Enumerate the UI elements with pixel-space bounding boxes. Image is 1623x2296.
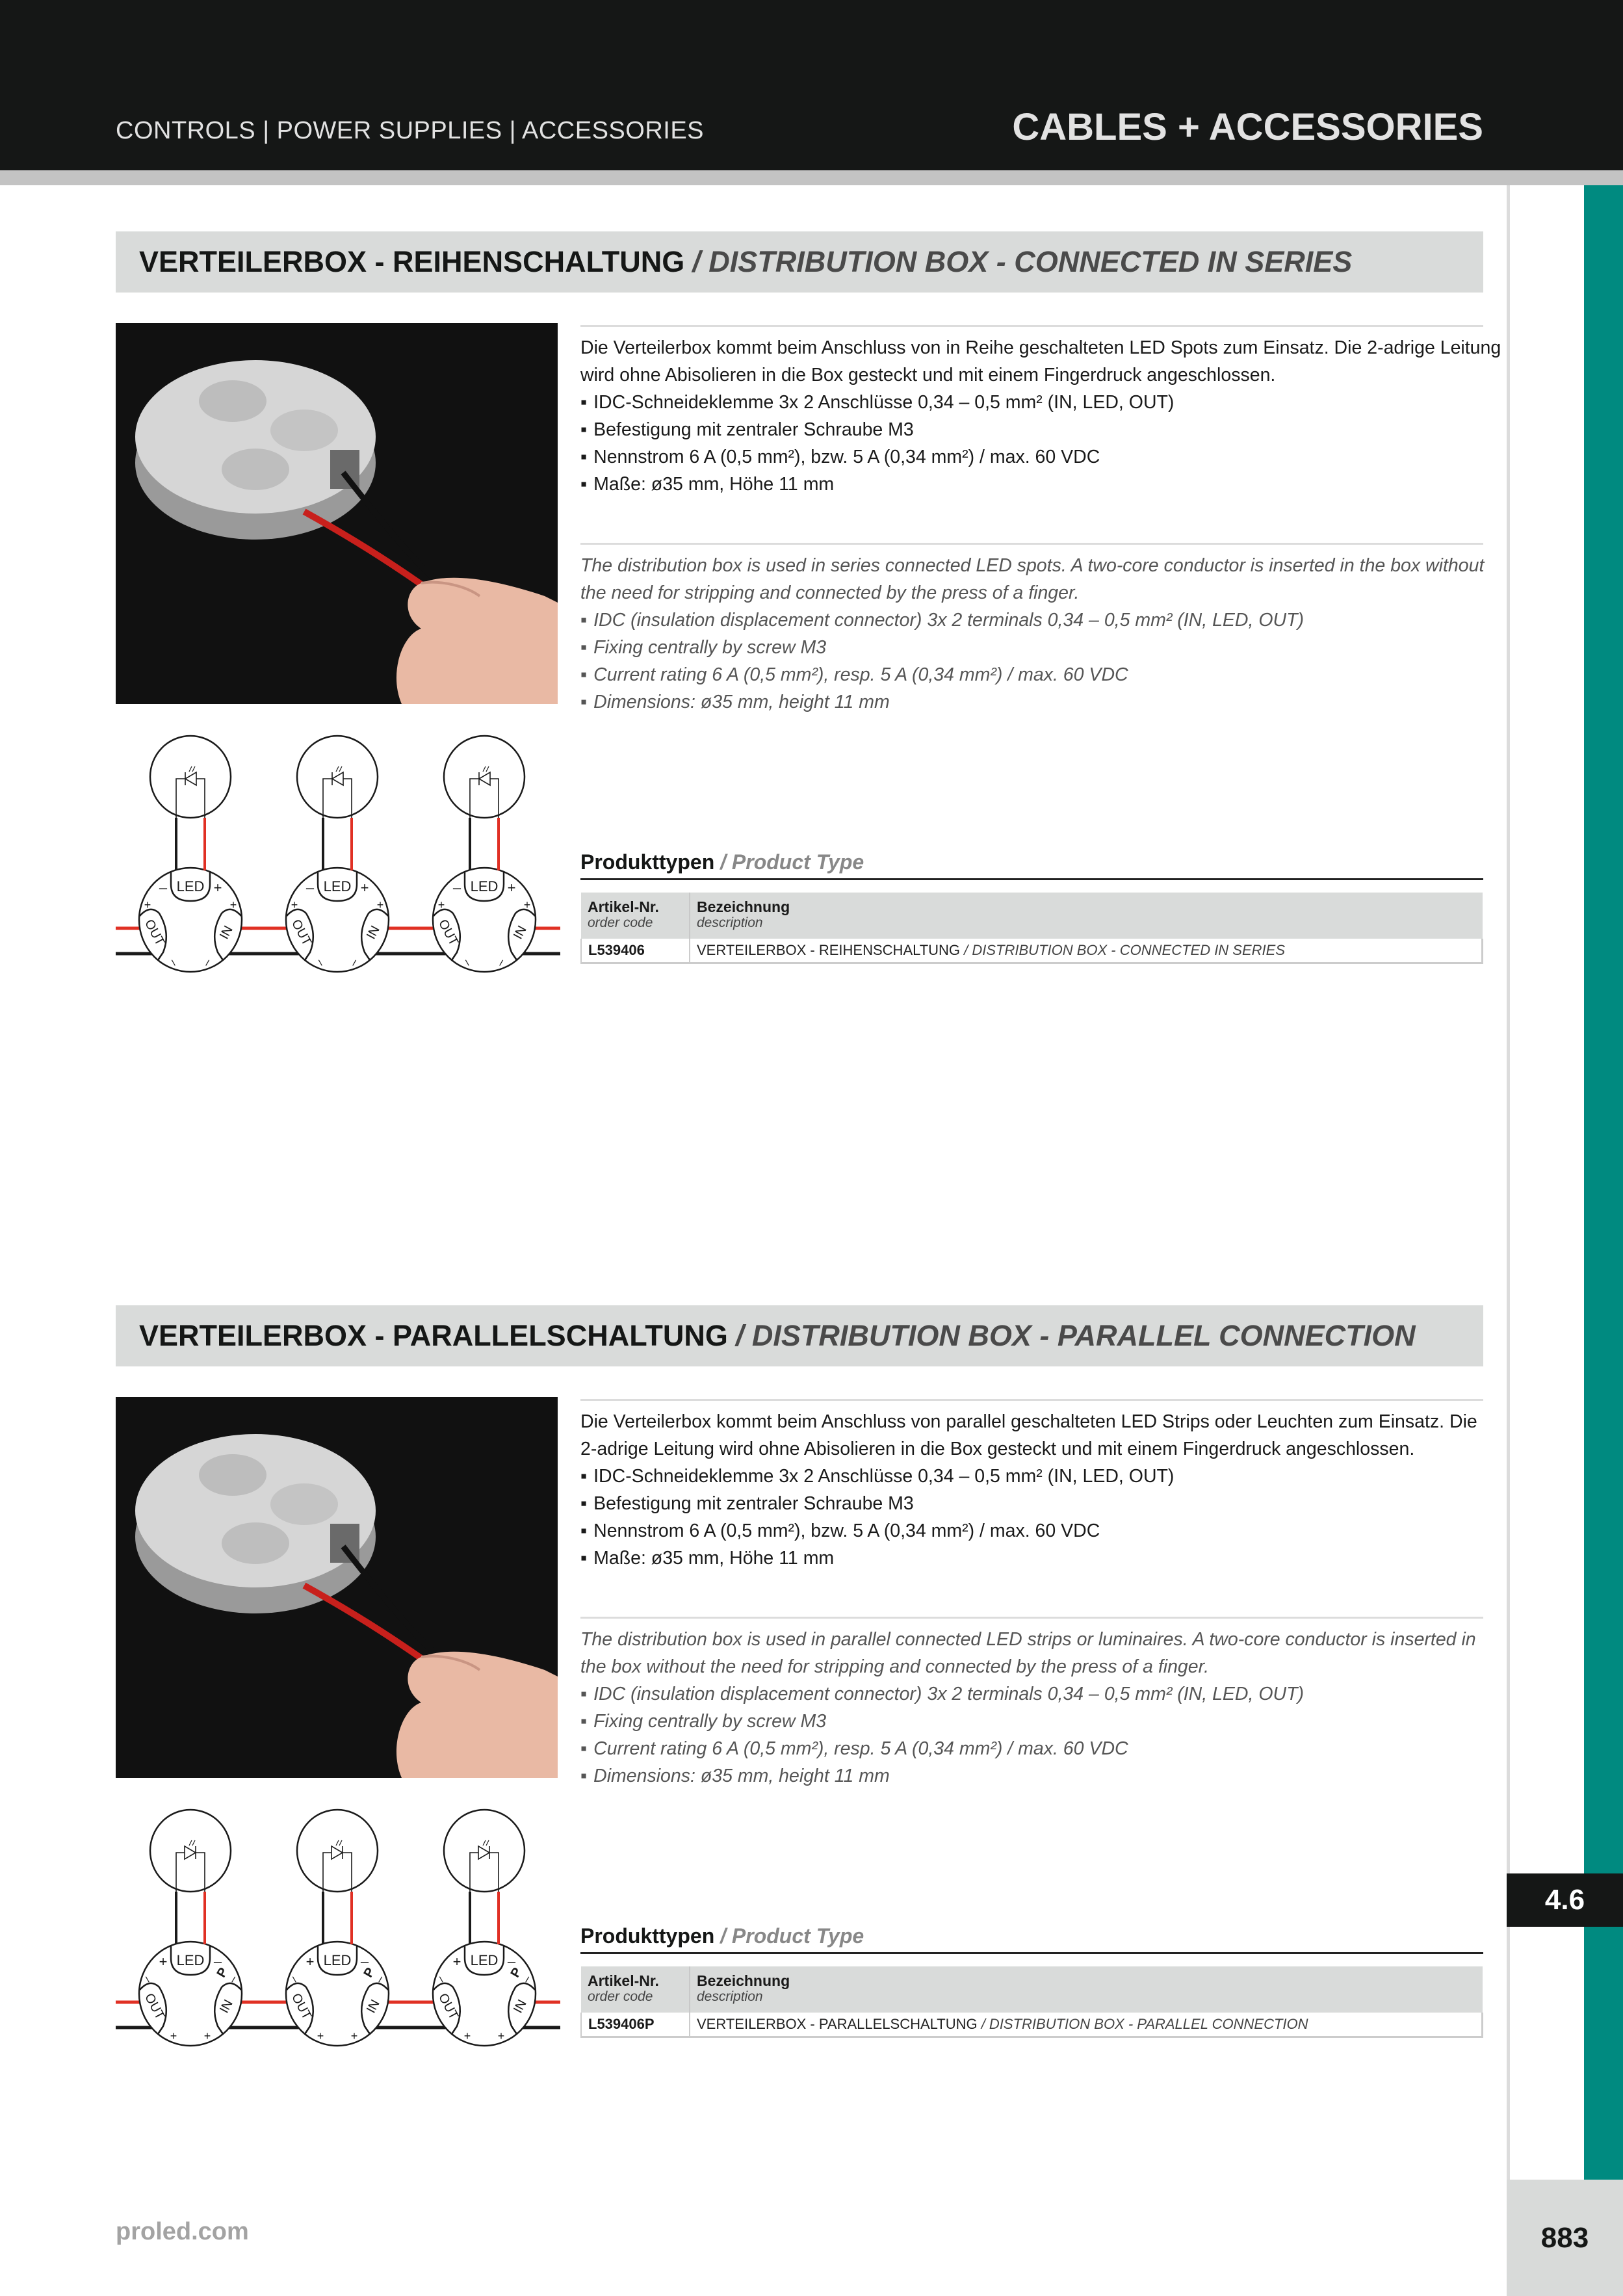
distribution-box-symbol: [139, 736, 242, 972]
out-polarity-top: +: [144, 898, 151, 911]
breadcrumb: CONTROLS | POWER SUPPLIES | ACCESSORIES: [116, 117, 705, 144]
section-title-de: VERTEILERBOX - PARALLELSCHALTUNG: [139, 1319, 728, 1352]
table-header-label: Bezeichnung: [697, 898, 790, 915]
in-label: IN: [363, 1997, 383, 2016]
in-polarity-top: –: [519, 1973, 534, 1985]
product-type-heading: [580, 850, 864, 874]
out-polarity-top: –: [434, 1973, 450, 1985]
out-polarity-bottom: –: [166, 956, 182, 969]
column-header-description: [690, 893, 1483, 939]
header-divider: [0, 170, 1623, 185]
description-de: [580, 334, 1501, 498]
led-polarity-left: +: [305, 1953, 315, 1970]
product-type-rule: [580, 878, 1483, 880]
feature-bullet: ▪ Current rating 6 A (0,5 mm²), resp. 5 A (0,34 mm²) / max. 60 VDC: [580, 1735, 1483, 1762]
product-type-de: Produkttypen: [580, 1924, 715, 1948]
product-description: [690, 939, 1483, 963]
column-header-order-code: [581, 893, 690, 939]
page-number: 883: [1507, 2180, 1623, 2296]
led-label: LED: [176, 1951, 205, 1968]
feature-bullet: ▪ Nennstrom 6 A (0,5 mm²), bzw. 5 A (0,34 mm²) / max. 60 VDC: [580, 443, 1483, 471]
product-type-heading: [580, 1924, 864, 1948]
product-photo: [116, 1397, 558, 1778]
led-polarity-left: +: [159, 1953, 168, 1970]
out-polarity-bottom: +: [170, 2029, 177, 2042]
distribution-box-symbol: [433, 1810, 536, 2046]
description-de: VERTEILERBOX - PARALLELSCHALTUNG: [697, 2016, 981, 2032]
feature-bullet: ▪ IDC (insulation displacement connector) 3x 2 terminals 0,34 – 0,5 mm² (IN, LED, OUT): [580, 1680, 1483, 1708]
feature-bullet: ▪ Fixing centrally by screw M3: [580, 634, 1483, 661]
product-photo: [116, 323, 558, 704]
order-code: L539406: [581, 939, 690, 963]
distribution-box-symbol: [286, 1810, 389, 2046]
feature-bullet: ▪ Nennstrom 6 A (0,5 mm²), bzw. 5 A (0,34 mm²) / max. 60 VDC: [580, 1517, 1483, 1545]
out-polarity-top: –: [140, 1973, 156, 1985]
distribution-box-symbol: [139, 1810, 242, 2046]
paragraph-line: wird ohne Abisolieren in die Box gesteckt und mit einem Fingerdruck angeschlossen.: [580, 365, 1276, 385]
section-title-en: / DISTRIBUTION BOX - CONNECTED IN SERIES: [692, 245, 1353, 278]
column-header-order-code: [581, 1966, 690, 2013]
out-polarity-bottom: +: [463, 2029, 471, 2042]
led-polarity-left: –: [159, 879, 168, 896]
column-header-description: [690, 1966, 1483, 2013]
in-polarity-top: +: [523, 898, 531, 911]
in-polarity-top: +: [229, 898, 237, 911]
table-row: [581, 2013, 1483, 2037]
feature-bullet: ▪ IDC-Schneideklemme 3x 2 Anschlüsse 0,34 – 0,5 mm² (IN, LED, OUT): [580, 1463, 1483, 1490]
led-polarity-right: –: [507, 1953, 516, 1970]
led-polarity-left: +: [452, 1953, 461, 1970]
table-header-label: order code: [588, 1989, 653, 2004]
led-polarity-right: +: [360, 879, 369, 896]
table-header-row: [581, 1966, 1483, 2013]
product-type-en: / Product Type: [720, 850, 864, 874]
product-section-2: [0, 1305, 1623, 2040]
in-polarity-bottom: –: [493, 956, 508, 969]
section-title-en: / DISTRIBUTION BOX - PARALLEL CONNECTION: [735, 1319, 1416, 1352]
in-polarity-bottom: +: [497, 2029, 505, 2042]
led-label: LED: [470, 1951, 499, 1968]
in-polarity-bottom: +: [203, 2029, 211, 2042]
out-label: OUT: [435, 917, 461, 948]
out-label: OUT: [435, 1990, 461, 2022]
out-label: OUT: [142, 1990, 168, 2022]
product-table: [580, 1966, 1483, 2038]
out-polarity-top: –: [287, 1973, 303, 1985]
product-type-rule: [580, 1952, 1483, 1954]
description-en: [580, 1626, 1483, 1790]
table-row: [581, 939, 1483, 963]
text-divider-de: [580, 325, 1483, 327]
paragraph-line: Die Verteilerbox kommt beim Anschluss von parallel geschalteten LED Strips oder Leuchten zum Einsatz. Die: [580, 1411, 1477, 1432]
led-label: LED: [323, 1951, 352, 1968]
out-polarity-top: +: [437, 898, 445, 911]
order-code: L539406P: [581, 2013, 690, 2037]
wiring-diagram: [110, 1806, 565, 2042]
description-en: / DISTRIBUTION BOX - CONNECTED IN SERIES: [964, 942, 1286, 958]
feature-bullet: ▪ IDC (insulation displacement connector) 3x 2 terminals 0,34 – 0,5 mm² (IN, LED, OUT): [580, 607, 1483, 634]
led-polarity-right: +: [213, 879, 222, 896]
table-header-label: description: [697, 1989, 763, 2004]
wiring-diagram: [110, 732, 565, 969]
product-table: [580, 893, 1483, 964]
chapter-tab: 4.6: [1507, 1873, 1623, 1927]
led-polarity-right: +: [507, 879, 516, 896]
led-polarity-left: –: [305, 879, 315, 896]
footer-website[interactable]: proled.com: [116, 2218, 249, 2245]
feature-bullet: ▪ Dimensions: ø35 mm, height 11 mm: [580, 1762, 1483, 1790]
description-de: VERTEILERBOX - REIHENSCHALTUNG: [697, 942, 965, 958]
in-polarity-top: +: [376, 898, 384, 911]
out-polarity-bottom: +: [317, 2029, 324, 2042]
paragraph-line: the box without the need for stripping and connected by the press of a finger.: [580, 1656, 1209, 1677]
in-label: IN: [510, 1997, 530, 2016]
feature-bullet: ▪ Befestigung mit zentraler Schraube M3: [580, 416, 1483, 443]
table-header-label: Artikel-Nr.: [588, 1972, 659, 1989]
category-title: CABLES + ACCESSORIES: [1012, 106, 1483, 148]
out-polarity-bottom: –: [460, 956, 476, 969]
parallel-marker: P: [361, 1965, 378, 1980]
feature-bullet: ▪ Maße: ø35 mm, Höhe 11 mm: [580, 1545, 1483, 1572]
out-label: OUT: [289, 1990, 315, 2022]
distribution-box-symbol: [286, 736, 389, 972]
out-label: OUT: [289, 917, 315, 948]
table-header-label: Artikel-Nr.: [588, 898, 659, 915]
text-divider-en: [580, 543, 1483, 545]
table-header-label: description: [697, 915, 763, 930]
out-label: OUT: [142, 917, 168, 948]
out-polarity-top: +: [291, 898, 298, 911]
feature-bullet: ▪ Maße: ø35 mm, Höhe 11 mm: [580, 471, 1483, 498]
paragraph-line: the need for stripping and connected by the press of a finger.: [580, 582, 1080, 603]
table-header-label: Bezeichnung: [697, 1972, 790, 1989]
table-header-row: [581, 893, 1483, 939]
paragraph-line: The distribution box is used in parallel connected LED strips or luminaires. A two-core conductor is inserted in: [580, 1629, 1476, 1650]
paragraph-line: 2-adrige Leitung wird ohne Abisolieren in die Box gesteckt und mit einem Fingerdruck angeschlossen.: [580, 1439, 1415, 1459]
text-divider-de: [580, 1399, 1483, 1401]
description-en: [580, 552, 1483, 716]
paragraph-line: Die Verteilerbox kommt beim Anschluss von in Reihe geschalteten LED Spots zum Einsatz. Die 2-adrige Leitung: [580, 337, 1501, 358]
feature-bullet: ▪ Current rating 6 A (0,5 mm²), resp. 5 A (0,34 mm²) / max. 60 VDC: [580, 661, 1483, 688]
feature-bullet: ▪ Fixing centrally by screw M3: [580, 1708, 1483, 1735]
in-polarity-bottom: +: [350, 2029, 358, 2042]
in-label: IN: [510, 923, 530, 942]
text-divider-en: [580, 1617, 1483, 1619]
parallel-marker: P: [508, 1965, 525, 1980]
parallel-marker: P: [214, 1965, 231, 1980]
product-section-1: [0, 231, 1623, 969]
table-header-label: order code: [588, 915, 653, 930]
led-label: LED: [176, 878, 205, 894]
feature-bullet: ▪ IDC-Schneideklemme 3x 2 Anschlüsse 0,34 – 0,5 mm² (IN, LED, OUT): [580, 389, 1483, 416]
led-polarity-right: –: [360, 1953, 369, 1970]
led-polarity-left: –: [452, 879, 461, 896]
in-polarity-bottom: –: [199, 956, 214, 969]
feature-bullet: ▪ Dimensions: ø35 mm, height 11 mm: [580, 688, 1483, 716]
in-polarity-top: –: [225, 1973, 240, 1985]
product-description: [690, 2013, 1483, 2037]
section-title-bar: [116, 1305, 1483, 1366]
in-polarity-bottom: –: [346, 956, 361, 969]
in-label: IN: [216, 923, 236, 942]
section-title-de: VERTEILERBOX - REIHENSCHALTUNG: [139, 245, 685, 278]
distribution-box-symbol: [433, 736, 536, 972]
in-label: IN: [216, 1997, 236, 2016]
led-label: LED: [323, 878, 352, 894]
in-polarity-top: –: [372, 1973, 387, 1985]
product-type-en: / Product Type: [720, 1924, 864, 1948]
description-de: [580, 1408, 1483, 1572]
led-polarity-right: –: [213, 1953, 222, 1970]
description-en: / DISTRIBUTION BOX - PARALLEL CONNECTION: [981, 2016, 1308, 2032]
paragraph-line: The distribution box is used in series connected LED spots. A two-core conductor is inserted in the box without: [580, 555, 1485, 576]
in-label: IN: [363, 923, 383, 942]
product-type-de: Produkttypen: [580, 850, 715, 874]
feature-bullet: ▪ Befestigung mit zentraler Schraube M3: [580, 1490, 1483, 1517]
section-title-bar: [116, 231, 1483, 293]
out-polarity-bottom: –: [313, 956, 329, 969]
led-label: LED: [470, 878, 499, 894]
